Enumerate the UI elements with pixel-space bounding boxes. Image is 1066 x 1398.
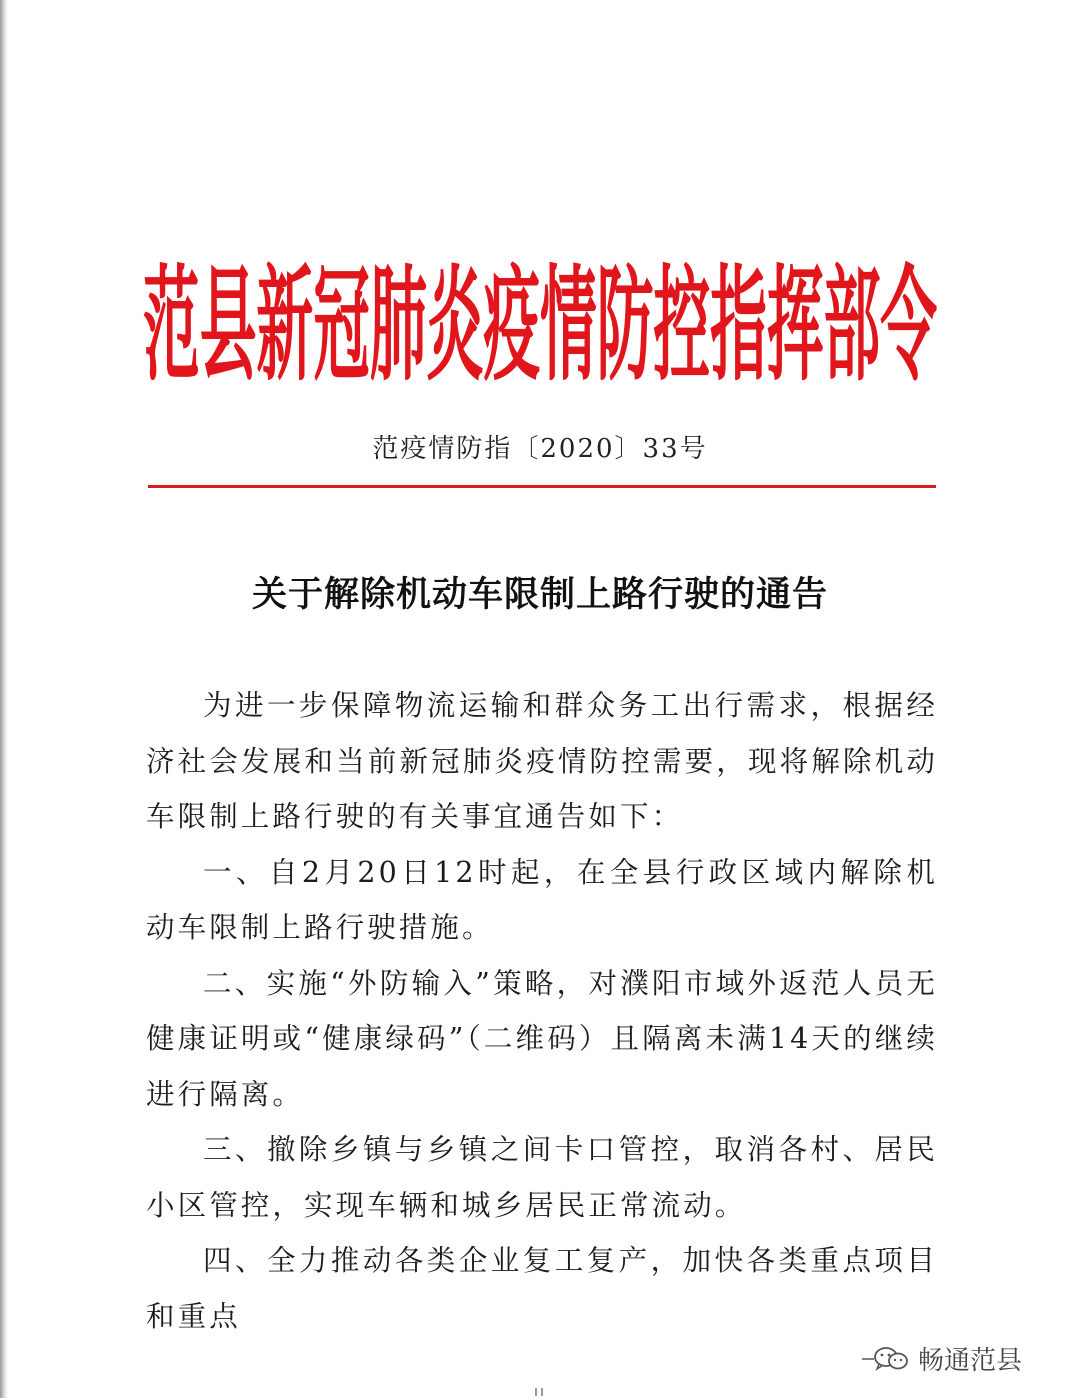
paragraph-item-2: 二、实施“外防输入”策略，对濮阳市域外返范人员无健康证明或“健康绿码”（二维码）且隔离未满14天的继续进行隔离。 [146, 966, 938, 1111]
notice-body [146, 678, 938, 1344]
document-number: 范疫情防指〔2020〕33号 [372, 434, 708, 464]
paragraph-item-3: 三、撤除乡镇与乡镇之间卡口管控，取消各村、居民小区管控，实现车辆和城乡居民正常流动。 [146, 1133, 938, 1222]
notice-title: 关于解除机动车限制上路行驶的通告 [251, 574, 828, 615]
paragraph-item-1: 一、自2月20日12时起，在全县行政区域内解除机动车限制上路行驶措施。 [146, 855, 938, 944]
header-title-text: 范县新冠肺炎疫情防控指挥部令 [143, 254, 937, 392]
page-left-shadow [0, 0, 8, 1398]
header-divider-line [148, 485, 936, 488]
document-header-title [140, 252, 940, 392]
wechat-icon [862, 1343, 912, 1373]
paragraph-item-4: 四、全力推动各类企业复工复产，加快各类重点项目和重点 [146, 1244, 938, 1333]
watermark-text: 畅通范县 [918, 1345, 1023, 1376]
page-bottom-mark [526, 1386, 556, 1396]
wechat-watermark [862, 1340, 1022, 1376]
paragraph-intro: 为进一步保障物流运输和群众务工出行需求，根据经济社会发展和当前新冠肺炎疫情防控需要，现将解除机动车限制上路行驶的有关事宜通告如下： [146, 689, 938, 833]
